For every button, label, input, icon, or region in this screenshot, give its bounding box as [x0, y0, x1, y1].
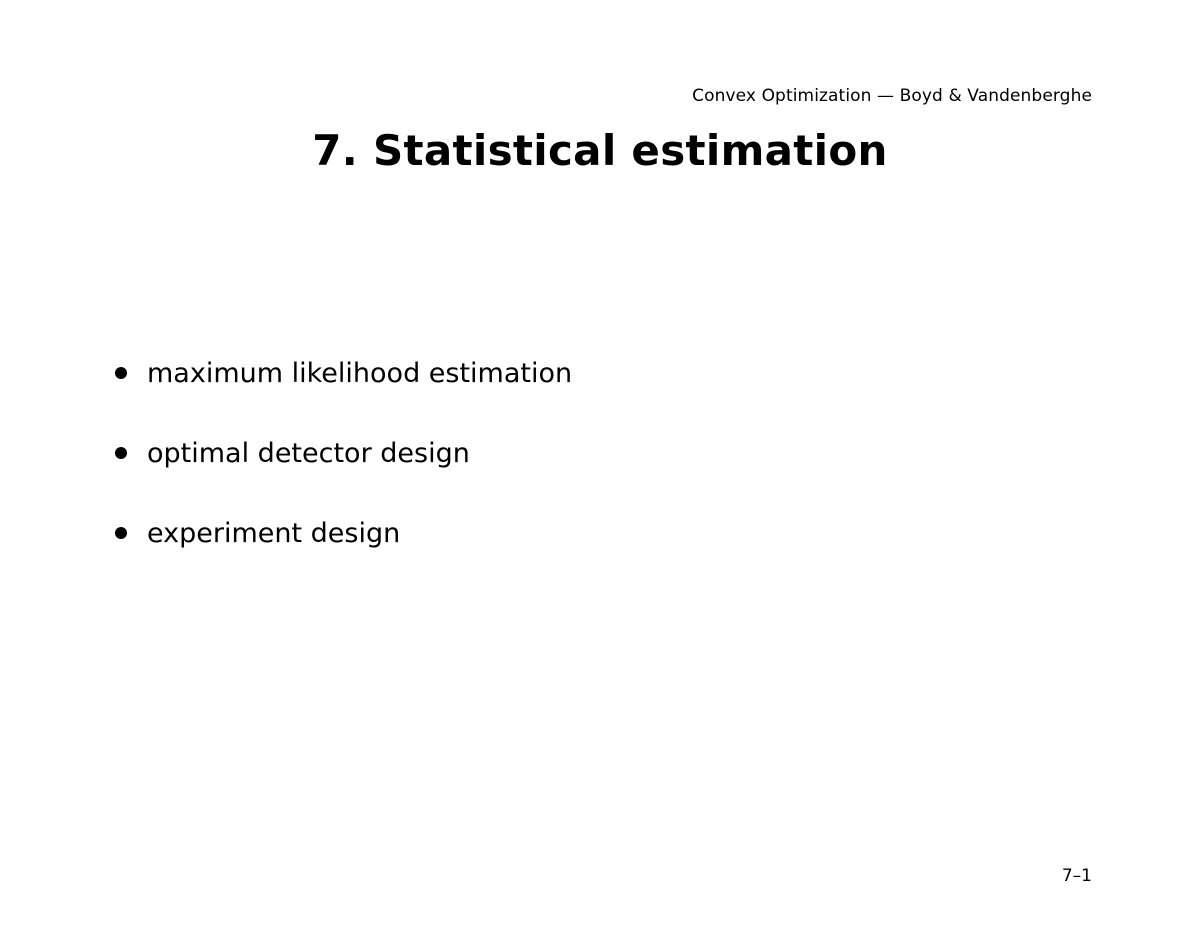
bullet-item: [115, 433, 572, 473]
slide-header: Convex Optimization — Boyd & Vandenberghe: [692, 86, 1092, 106]
bullet-text: experiment design: [147, 517, 401, 549]
bullet-icon: [115, 447, 127, 459]
bullet-item: [115, 353, 572, 393]
bullet-text: maximum likelihood estimation: [147, 357, 573, 389]
page-number: 7–1: [1061, 866, 1092, 886]
bullet-icon: [115, 367, 127, 379]
slide-title: 7. Statistical estimation: [312, 126, 888, 175]
bullet-icon: [115, 527, 127, 539]
bullet-text: optimal detector design: [147, 437, 470, 469]
bullet-list: [115, 353, 572, 593]
bullet-item: [115, 513, 572, 553]
